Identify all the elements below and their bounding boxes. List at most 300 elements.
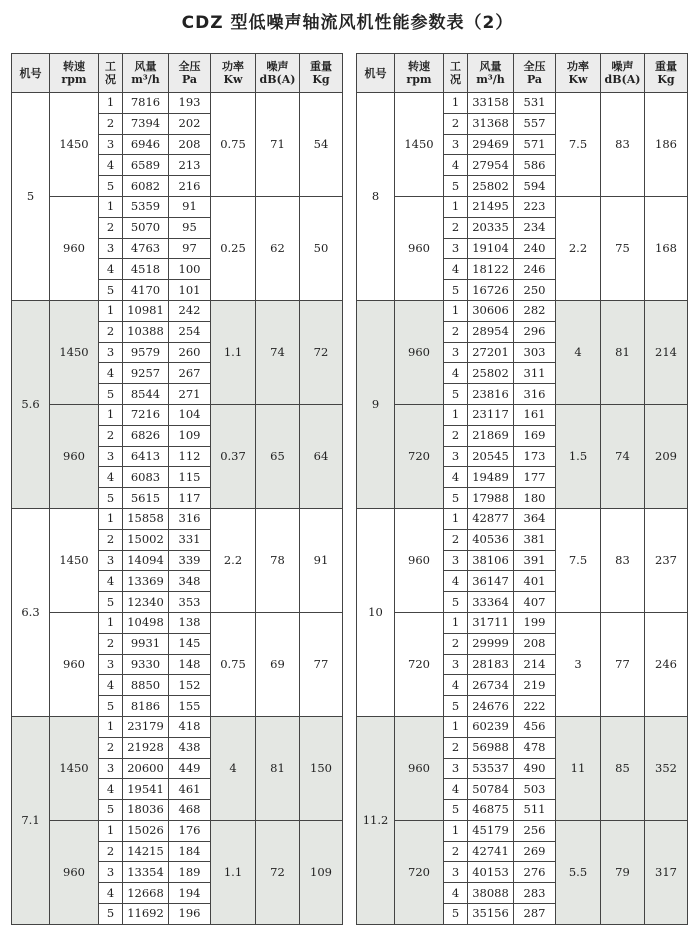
noise-cell: 74	[601, 404, 645, 508]
condition-cell: 3	[444, 758, 468, 779]
flow-cell: 26734	[468, 675, 514, 696]
pressure-cell: 282	[514, 300, 556, 321]
table-row	[357, 196, 688, 217]
condition-cell: 2	[99, 529, 123, 550]
noise-cell: 62	[256, 196, 300, 300]
condition-cell: 5	[99, 696, 123, 717]
flow-cell: 10981	[123, 300, 169, 321]
condition-cell: 2	[444, 217, 468, 238]
flow-cell: 42877	[468, 508, 514, 529]
condition-cell: 4	[444, 571, 468, 592]
condition-cell: 1	[444, 196, 468, 217]
pressure-cell: 511	[514, 800, 556, 821]
condition-cell: 1	[99, 93, 123, 114]
pressure-cell: 95	[169, 217, 211, 238]
header-pressure-line: Pa	[181, 73, 198, 86]
condition-cell: 4	[444, 779, 468, 800]
condition-cell: 2	[444, 737, 468, 758]
flow-cell: 53537	[468, 758, 514, 779]
flow-cell: 10498	[123, 612, 169, 633]
weight-cell: 209	[645, 404, 688, 508]
flow-cell: 11692	[123, 904, 169, 925]
header-speed-line: 转速	[63, 60, 85, 73]
speed-cell: 720	[395, 820, 444, 924]
pressure-cell: 161	[514, 404, 556, 425]
noise-cell: 79	[601, 820, 645, 924]
flow-cell: 16726	[468, 280, 514, 301]
flow-cell: 31711	[468, 612, 514, 633]
pressure-cell: 254	[169, 321, 211, 342]
flow-cell: 20600	[123, 758, 169, 779]
header-flow-line: m³/h	[476, 73, 505, 86]
header-condition-line: 工	[450, 60, 461, 73]
header-row	[357, 54, 688, 93]
condition-cell: 4	[444, 467, 468, 488]
pressure-cell: 180	[514, 488, 556, 509]
page-title: CDZ 型低噪声轴流风机性能参数表（2）	[181, 13, 514, 33]
condition-cell: 4	[444, 363, 468, 384]
condition-cell: 3	[99, 238, 123, 259]
flow-cell: 38106	[468, 550, 514, 571]
pressure-cell: 267	[169, 363, 211, 384]
pressure-cell: 173	[514, 446, 556, 467]
flow-cell: 15002	[123, 529, 169, 550]
model-cell: 7.1	[12, 716, 50, 924]
flow-cell: 29999	[468, 633, 514, 654]
power-cell: 0.25	[211, 196, 256, 300]
flow-cell: 38088	[468, 883, 514, 904]
condition-cell: 1	[444, 612, 468, 633]
pressure-cell: 199	[514, 612, 556, 633]
condition-cell: 1	[444, 820, 468, 841]
flow-cell: 7816	[123, 93, 169, 114]
table-row	[357, 508, 688, 529]
pressure-cell: 104	[169, 404, 211, 425]
pressure-cell: 100	[169, 259, 211, 280]
pressure-cell: 468	[169, 800, 211, 821]
condition-cell: 2	[99, 113, 123, 134]
noise-cell: 78	[256, 508, 300, 612]
pressure-cell: 219	[514, 675, 556, 696]
pressure-cell: 112	[169, 446, 211, 467]
pressure-cell: 531	[514, 93, 556, 114]
condition-cell: 3	[99, 342, 123, 363]
flow-cell: 5359	[123, 196, 169, 217]
pressure-cell: 189	[169, 862, 211, 883]
pressure-cell: 138	[169, 612, 211, 633]
noise-cell: 75	[601, 196, 645, 300]
pressure-cell: 438	[169, 737, 211, 758]
speed-cell: 1450	[50, 508, 99, 612]
flow-cell: 46875	[468, 800, 514, 821]
flow-cell: 56988	[468, 737, 514, 758]
speed-cell: 1450	[395, 93, 444, 197]
pressure-cell: 311	[514, 363, 556, 384]
speed-cell: 960	[395, 716, 444, 820]
pressure-cell: 109	[169, 425, 211, 446]
speed-cell: 960	[50, 196, 99, 300]
header-flow-line: m³/h	[131, 73, 160, 86]
model-cell: 6.3	[12, 508, 50, 716]
flow-cell: 4170	[123, 280, 169, 301]
pressure-cell: 381	[514, 529, 556, 550]
header-condition	[444, 54, 468, 93]
flow-cell: 6946	[123, 134, 169, 155]
flow-cell: 7216	[123, 404, 169, 425]
flow-cell: 14215	[123, 841, 169, 862]
weight-cell: 237	[645, 508, 688, 612]
flow-cell: 5615	[123, 488, 169, 509]
pressure-cell: 287	[514, 904, 556, 925]
flow-cell: 9257	[123, 363, 169, 384]
pressure-cell: 276	[514, 862, 556, 883]
weight-cell: 77	[300, 612, 343, 716]
noise-cell: 81	[256, 716, 300, 820]
header-flow	[468, 54, 514, 93]
header-pressure-line: Pa	[526, 73, 543, 86]
pressure-cell: 145	[169, 633, 211, 654]
header-weight-line: 重量	[310, 60, 332, 73]
condition-cell: 5	[444, 904, 468, 925]
pressure-cell: 169	[514, 425, 556, 446]
weight-cell: 186	[645, 93, 688, 197]
flow-cell: 35156	[468, 904, 514, 925]
weight-cell: 150	[300, 716, 343, 820]
speed-cell: 960	[395, 300, 444, 404]
condition-cell: 2	[444, 529, 468, 550]
noise-cell: 83	[601, 508, 645, 612]
condition-cell: 2	[99, 633, 123, 654]
condition-cell: 2	[444, 113, 468, 134]
header-noise	[256, 54, 300, 93]
condition-cell: 5	[444, 488, 468, 509]
pressure-cell: 117	[169, 488, 211, 509]
flow-cell: 8186	[123, 696, 169, 717]
header-pressure	[514, 54, 556, 93]
weight-cell: 214	[645, 300, 688, 404]
flow-cell: 27954	[468, 155, 514, 176]
condition-cell: 2	[444, 425, 468, 446]
noise-cell: 85	[601, 716, 645, 820]
condition-cell: 1	[99, 612, 123, 633]
condition-cell: 5	[444, 592, 468, 613]
pressure-cell: 155	[169, 696, 211, 717]
flow-cell: 9931	[123, 633, 169, 654]
condition-cell: 5	[99, 904, 123, 925]
model-cell: 11.2	[357, 716, 395, 924]
speed-cell: 960	[395, 508, 444, 612]
table-row	[12, 196, 343, 217]
pressure-cell: 222	[514, 696, 556, 717]
power-cell: 2.2	[211, 508, 256, 612]
model-cell: 9	[357, 300, 395, 508]
power-cell: 4	[556, 300, 601, 404]
condition-cell: 5	[99, 800, 123, 821]
pressure-cell: 296	[514, 321, 556, 342]
condition-cell: 3	[444, 550, 468, 571]
flow-cell: 19489	[468, 467, 514, 488]
pressure-cell: 407	[514, 592, 556, 613]
flow-cell: 24676	[468, 696, 514, 717]
header-noise-line: dB(A)	[604, 73, 641, 86]
flow-cell: 13369	[123, 571, 169, 592]
flow-cell: 23179	[123, 716, 169, 737]
header-row	[12, 54, 343, 93]
power-cell: 1.1	[211, 820, 256, 924]
speed-cell: 960	[50, 404, 99, 508]
table-row	[12, 508, 343, 529]
power-cell: 0.75	[211, 612, 256, 716]
condition-cell: 2	[99, 841, 123, 862]
pressure-cell: 176	[169, 820, 211, 841]
condition-cell: 5	[99, 592, 123, 613]
condition-cell: 4	[99, 467, 123, 488]
weight-cell: 54	[300, 93, 343, 197]
flow-cell: 15026	[123, 820, 169, 841]
condition-cell: 3	[99, 446, 123, 467]
header-pressure-line: 全压	[178, 60, 201, 73]
flow-cell: 6826	[123, 425, 169, 446]
power-cell: 7.5	[556, 93, 601, 197]
flow-cell: 40536	[468, 529, 514, 550]
header-model: 机号	[12, 54, 50, 93]
pressure-cell: 339	[169, 550, 211, 571]
weight-cell: 317	[645, 820, 688, 924]
pressure-cell: 260	[169, 342, 211, 363]
header-power	[211, 54, 256, 93]
header-speed	[50, 54, 99, 93]
flow-cell: 9579	[123, 342, 169, 363]
table-row	[357, 820, 688, 841]
flow-cell: 8544	[123, 384, 169, 405]
model-cell: 8	[357, 93, 395, 301]
noise-cell: 83	[601, 93, 645, 197]
pressure-cell: 177	[514, 467, 556, 488]
pressure-cell: 246	[514, 259, 556, 280]
header-condition-line: 况	[450, 73, 461, 86]
flow-cell: 20545	[468, 446, 514, 467]
table-row	[357, 716, 688, 737]
condition-cell: 5	[444, 696, 468, 717]
header-noise	[601, 54, 645, 93]
power-cell: 1.1	[211, 300, 256, 404]
condition-cell: 1	[99, 196, 123, 217]
pressure-cell: 91	[169, 196, 211, 217]
weight-cell: 91	[300, 508, 343, 612]
noise-cell: 65	[256, 404, 300, 508]
power-cell: 0.37	[211, 404, 256, 508]
condition-cell: 2	[99, 217, 123, 238]
pressure-cell: 348	[169, 571, 211, 592]
pressure-cell: 97	[169, 238, 211, 259]
flow-cell: 42741	[468, 841, 514, 862]
header-noise-line: dB(A)	[259, 73, 296, 86]
condition-cell: 1	[99, 716, 123, 737]
noise-cell: 69	[256, 612, 300, 716]
table-row	[357, 612, 688, 633]
table-row	[12, 612, 343, 633]
flow-cell: 12668	[123, 883, 169, 904]
condition-cell: 4	[444, 883, 468, 904]
pressure-cell: 571	[514, 134, 556, 155]
flow-cell: 21928	[123, 737, 169, 758]
condition-cell: 1	[99, 404, 123, 425]
flow-cell: 23816	[468, 384, 514, 405]
flow-cell: 4518	[123, 259, 169, 280]
header-condition-line: 工	[105, 60, 116, 73]
pressure-cell: 503	[514, 779, 556, 800]
power-cell: 7.5	[556, 508, 601, 612]
condition-cell: 3	[99, 862, 123, 883]
pressure-cell: 148	[169, 654, 211, 675]
header-power-line: Kw	[223, 73, 243, 86]
flow-cell: 25802	[468, 363, 514, 384]
header-condition	[99, 54, 123, 93]
condition-cell: 1	[444, 93, 468, 114]
pressure-cell: 256	[514, 820, 556, 841]
model-cell: 5	[12, 93, 50, 301]
power-cell: 5.5	[556, 820, 601, 924]
pressure-cell: 283	[514, 883, 556, 904]
flow-cell: 36147	[468, 571, 514, 592]
pressure-cell: 316	[514, 384, 556, 405]
performance-table-right	[356, 53, 688, 925]
condition-cell: 4	[444, 155, 468, 176]
header-pressure-line: 全压	[523, 60, 546, 73]
table-row	[357, 93, 688, 114]
model-cell: 5.6	[12, 300, 50, 508]
flow-cell: 5070	[123, 217, 169, 238]
noise-cell: 81	[601, 300, 645, 404]
pressure-cell: 490	[514, 758, 556, 779]
flow-cell: 33158	[468, 93, 514, 114]
weight-cell: 352	[645, 716, 688, 820]
condition-cell: 1	[444, 404, 468, 425]
power-cell: 3	[556, 612, 601, 716]
header-speed	[395, 54, 444, 93]
condition-cell: 3	[444, 342, 468, 363]
pressure-cell: 101	[169, 280, 211, 301]
condition-cell: 3	[99, 550, 123, 571]
power-cell: 2.2	[556, 196, 601, 300]
condition-cell: 3	[444, 238, 468, 259]
flow-cell: 50784	[468, 779, 514, 800]
flow-cell: 14094	[123, 550, 169, 571]
pressure-cell: 269	[514, 841, 556, 862]
flow-cell: 6413	[123, 446, 169, 467]
weight-cell: 50	[300, 196, 343, 300]
condition-cell: 5	[444, 384, 468, 405]
flow-cell: 15858	[123, 508, 169, 529]
header-power-line: 功率	[567, 60, 589, 73]
flow-cell: 30606	[468, 300, 514, 321]
pressure-cell: 449	[169, 758, 211, 779]
header-flow-line: 风量	[479, 60, 502, 73]
flow-cell: 28183	[468, 654, 514, 675]
header-weight	[300, 54, 343, 93]
condition-cell: 5	[444, 800, 468, 821]
header-power-line: Kw	[568, 73, 588, 86]
speed-cell: 960	[50, 820, 99, 924]
flow-cell: 12340	[123, 592, 169, 613]
condition-cell: 3	[99, 654, 123, 675]
pressure-cell: 391	[514, 550, 556, 571]
speed-cell: 1450	[50, 300, 99, 404]
power-cell: 4	[211, 716, 256, 820]
pressure-cell: 193	[169, 93, 211, 114]
condition-cell: 4	[99, 883, 123, 904]
flow-cell: 40153	[468, 862, 514, 883]
pressure-cell: 214	[514, 654, 556, 675]
condition-cell: 1	[99, 508, 123, 529]
flow-cell: 21869	[468, 425, 514, 446]
pressure-cell: 331	[169, 529, 211, 550]
speed-cell: 960	[50, 612, 99, 716]
header-flow	[123, 54, 169, 93]
condition-cell: 1	[99, 300, 123, 321]
pressure-cell: 115	[169, 467, 211, 488]
header-noise-line: 噪声	[611, 60, 634, 73]
pressure-cell: 223	[514, 196, 556, 217]
noise-cell: 77	[601, 612, 645, 716]
flow-cell: 8850	[123, 675, 169, 696]
flow-cell: 18036	[123, 800, 169, 821]
weight-cell: 64	[300, 404, 343, 508]
flow-cell: 23117	[468, 404, 514, 425]
condition-cell: 5	[99, 280, 123, 301]
header-speed-line: rpm	[406, 73, 432, 86]
condition-cell: 4	[99, 363, 123, 384]
header-flow-line: 风量	[134, 60, 157, 73]
flow-cell: 25802	[468, 176, 514, 197]
flow-cell: 17988	[468, 488, 514, 509]
header-condition-line: 况	[105, 73, 116, 86]
model-cell: 10	[357, 508, 395, 716]
flow-cell: 19104	[468, 238, 514, 259]
table-row	[12, 716, 343, 737]
condition-cell: 1	[444, 716, 468, 737]
pressure-cell: 208	[169, 134, 211, 155]
pressure-cell: 184	[169, 841, 211, 862]
header-speed-line: rpm	[61, 73, 87, 86]
header-weight-line: Kg	[657, 73, 675, 86]
table-row	[12, 93, 343, 114]
table-row	[12, 404, 343, 425]
flow-cell: 7394	[123, 113, 169, 134]
pressure-cell: 234	[514, 217, 556, 238]
pressure-cell: 196	[169, 904, 211, 925]
condition-cell: 3	[444, 446, 468, 467]
flow-cell: 27201	[468, 342, 514, 363]
condition-cell: 4	[99, 155, 123, 176]
speed-cell: 720	[395, 612, 444, 716]
header-noise-line: 噪声	[266, 60, 289, 73]
flow-cell: 20335	[468, 217, 514, 238]
header-weight-line: 重量	[655, 60, 677, 73]
flow-cell: 31368	[468, 113, 514, 134]
flow-cell: 13354	[123, 862, 169, 883]
header-weight-line: Kg	[312, 73, 330, 86]
noise-cell: 72	[256, 820, 300, 924]
header-weight	[645, 54, 688, 93]
weight-cell: 168	[645, 196, 688, 300]
pressure-cell: 418	[169, 716, 211, 737]
noise-cell: 71	[256, 93, 300, 197]
flow-cell: 29469	[468, 134, 514, 155]
flow-cell: 4763	[123, 238, 169, 259]
condition-cell: 2	[99, 321, 123, 342]
pressure-cell: 271	[169, 384, 211, 405]
